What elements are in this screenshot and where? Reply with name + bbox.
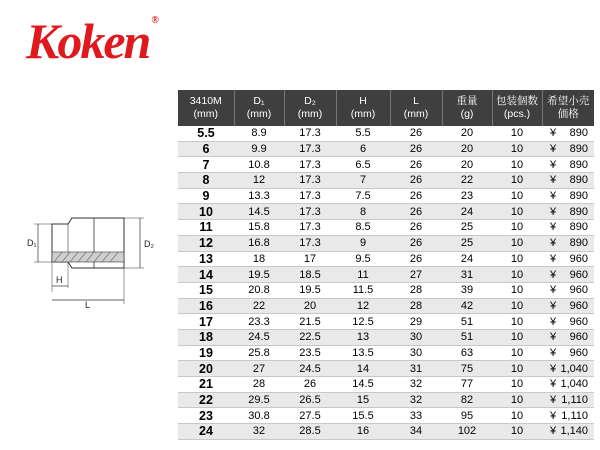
table-body xyxy=(178,126,594,439)
table-row xyxy=(178,173,594,189)
price-cell xyxy=(542,220,594,236)
price-value: 1,040 xyxy=(560,362,588,375)
weight-cell: 25 xyxy=(442,235,492,251)
h-cell: 16 xyxy=(336,424,390,440)
table-row xyxy=(178,220,594,236)
weight-cell: 39 xyxy=(442,282,492,298)
price-cell xyxy=(542,329,594,345)
table-row xyxy=(178,298,594,314)
currency-symbol: ¥ xyxy=(550,127,557,140)
pack-qty-cell: 10 xyxy=(492,392,542,408)
d2-cell: 19.5 xyxy=(284,282,336,298)
size-cell: 19 xyxy=(178,345,234,361)
weight-cell: 23 xyxy=(442,188,492,204)
h-cell: 15 xyxy=(336,392,390,408)
l-cell: 28 xyxy=(390,298,442,314)
d1-cell: 18 xyxy=(234,251,284,267)
table-row xyxy=(178,251,594,267)
l-cell: 27 xyxy=(390,267,442,283)
currency-symbol: ¥ xyxy=(550,268,557,281)
size-cell: 13 xyxy=(178,251,234,267)
d1-cell: 30.8 xyxy=(234,408,284,424)
pack-qty-cell: 10 xyxy=(492,141,542,157)
table-row xyxy=(178,235,594,251)
h-cell: 7.5 xyxy=(336,188,390,204)
table-row xyxy=(178,204,594,220)
header-cell: 希望小売 価格 xyxy=(542,90,594,126)
weight-cell: 20 xyxy=(442,141,492,157)
currency-symbol: ¥ xyxy=(550,299,557,312)
d1-cell: 25.8 xyxy=(234,345,284,361)
koken-logo xyxy=(26,13,159,69)
currency-symbol: ¥ xyxy=(550,252,557,265)
pack-qty-cell: 10 xyxy=(492,188,542,204)
table-row xyxy=(178,267,594,283)
d2-cell: 21.5 xyxy=(284,314,336,330)
price-value: 960 xyxy=(569,268,588,281)
pack-qty-cell: 10 xyxy=(492,345,542,361)
l-cell: 26 xyxy=(390,126,442,141)
d2-cell: 17 xyxy=(284,251,336,267)
weight-cell: 42 xyxy=(442,298,492,314)
h-cell: 8 xyxy=(336,204,390,220)
pack-qty-cell: 10 xyxy=(492,220,542,236)
size-cell: 16 xyxy=(178,298,234,314)
price-cell xyxy=(542,282,594,298)
d2-cell: 26.5 xyxy=(284,392,336,408)
d2-cell: 17.3 xyxy=(284,204,336,220)
h-cell: 11.5 xyxy=(336,282,390,298)
h-cell: 5.5 xyxy=(336,126,390,141)
l-cell: 26 xyxy=(390,204,442,220)
price-value: 890 xyxy=(569,190,588,203)
currency-symbol: ¥ xyxy=(550,378,557,391)
h-cell: 6.5 xyxy=(336,157,390,173)
pack-qty-cell: 10 xyxy=(492,298,542,314)
table-row xyxy=(178,314,594,330)
price-cell xyxy=(542,251,594,267)
header-cell: L (mm) xyxy=(390,90,442,126)
size-cell: 21 xyxy=(178,377,234,393)
d1-cell: 23.3 xyxy=(234,314,284,330)
l-cell: 29 xyxy=(390,314,442,330)
d1-cell: 15.8 xyxy=(234,220,284,236)
price-cell xyxy=(542,424,594,440)
d2-cell: 17.3 xyxy=(284,220,336,236)
table-row xyxy=(178,424,594,440)
size-cell: 10 xyxy=(178,204,234,220)
d2-cell: 17.3 xyxy=(284,188,336,204)
currency-symbol: ¥ xyxy=(550,174,557,187)
price-cell xyxy=(542,204,594,220)
h-label: H xyxy=(56,275,63,285)
currency-symbol: ¥ xyxy=(550,221,557,234)
price-cell xyxy=(542,235,594,251)
pack-qty-cell: 10 xyxy=(492,361,542,377)
pack-qty-cell: 10 xyxy=(492,267,542,283)
header-cell: D₂ (mm) xyxy=(284,90,336,126)
price-cell xyxy=(542,173,594,189)
size-cell: 11 xyxy=(178,220,234,236)
price-value: 890 xyxy=(569,158,588,171)
price-value: 890 xyxy=(569,205,588,218)
currency-symbol: ¥ xyxy=(550,425,557,438)
header-cell: 包装個数 (pcs.) xyxy=(492,90,542,126)
h-cell: 7 xyxy=(336,173,390,189)
registered-mark: ® xyxy=(151,15,159,26)
l-cell: 33 xyxy=(390,408,442,424)
l-cell: 26 xyxy=(390,157,442,173)
size-cell: 14 xyxy=(178,267,234,283)
weight-cell: 22 xyxy=(442,173,492,189)
price-value: 960 xyxy=(569,315,588,328)
pack-qty-cell: 10 xyxy=(492,424,542,440)
table-row xyxy=(178,408,594,424)
d1-cell: 20.8 xyxy=(234,282,284,298)
currency-symbol: ¥ xyxy=(550,394,557,407)
d2-cell: 23.5 xyxy=(284,345,336,361)
size-cell: 18 xyxy=(178,329,234,345)
l-cell: 28 xyxy=(390,282,442,298)
d1-cell: 10.8 xyxy=(234,157,284,173)
price-value: 890 xyxy=(569,143,588,156)
d1-cell: 16.8 xyxy=(234,235,284,251)
weight-cell: 20 xyxy=(442,157,492,173)
logo-text: Koken xyxy=(26,13,150,69)
currency-symbol: ¥ xyxy=(550,284,557,297)
pack-qty-cell: 10 xyxy=(492,408,542,424)
d1-cell: 29.5 xyxy=(234,392,284,408)
socket-spec-table xyxy=(178,90,594,440)
size-cell: 23 xyxy=(178,408,234,424)
d2-cell: 17.3 xyxy=(284,141,336,157)
weight-cell: 82 xyxy=(442,392,492,408)
weight-cell: 77 xyxy=(442,377,492,393)
table-row xyxy=(178,345,594,361)
h-cell: 14 xyxy=(336,361,390,377)
price-cell xyxy=(542,408,594,424)
table-row xyxy=(178,126,594,141)
d1-label: D₁ xyxy=(27,238,37,248)
size-cell: 9 xyxy=(178,188,234,204)
price-value: 960 xyxy=(569,346,588,359)
h-cell: 12.5 xyxy=(336,314,390,330)
table-row xyxy=(178,377,594,393)
h-cell: 8.5 xyxy=(336,220,390,236)
price-cell xyxy=(542,377,594,393)
price-value: 960 xyxy=(569,299,588,312)
table-header-row xyxy=(178,90,594,126)
price-value: 960 xyxy=(569,331,588,344)
pack-qty-cell: 10 xyxy=(492,314,542,330)
table-row xyxy=(178,361,594,377)
table-row xyxy=(178,392,594,408)
price-value: 1,110 xyxy=(561,394,588,407)
currency-symbol: ¥ xyxy=(550,190,557,203)
l-cell: 30 xyxy=(390,345,442,361)
l-cell: 26 xyxy=(390,141,442,157)
size-cell: 7 xyxy=(178,157,234,173)
currency-symbol: ¥ xyxy=(550,205,557,218)
currency-symbol: ¥ xyxy=(550,315,557,328)
d2-cell: 28.5 xyxy=(284,424,336,440)
price-value: 1,110 xyxy=(561,409,588,422)
pack-qty-cell: 10 xyxy=(492,204,542,220)
l-cell: 26 xyxy=(390,173,442,189)
currency-symbol: ¥ xyxy=(550,143,557,156)
size-cell: 15 xyxy=(178,282,234,298)
d1-cell: 24.5 xyxy=(234,329,284,345)
l-cell: 31 xyxy=(390,361,442,377)
d1-cell: 32 xyxy=(234,424,284,440)
d2-label: D₂ xyxy=(144,239,154,249)
table-row xyxy=(178,282,594,298)
price-value: 890 xyxy=(569,127,588,140)
price-cell xyxy=(542,157,594,173)
price-cell xyxy=(542,298,594,314)
size-cell: 5.5 xyxy=(178,126,234,141)
weight-cell: 25 xyxy=(442,220,492,236)
price-cell xyxy=(542,314,594,330)
weight-cell: 51 xyxy=(442,314,492,330)
table-row xyxy=(178,141,594,157)
h-cell: 15.5 xyxy=(336,408,390,424)
pack-qty-cell: 10 xyxy=(492,329,542,345)
d2-cell: 20 xyxy=(284,298,336,314)
h-cell: 13.5 xyxy=(336,345,390,361)
h-cell: 6 xyxy=(336,141,390,157)
l-cell: 26 xyxy=(390,188,442,204)
weight-cell: 24 xyxy=(442,251,492,267)
weight-cell: 75 xyxy=(442,361,492,377)
d2-cell: 17.3 xyxy=(284,126,336,141)
l-cell: 26 xyxy=(390,235,442,251)
weight-cell: 31 xyxy=(442,267,492,283)
currency-symbol: ¥ xyxy=(550,409,557,422)
weight-cell: 102 xyxy=(442,424,492,440)
d1-cell: 8.9 xyxy=(234,126,284,141)
socket-dimension-diagram xyxy=(24,210,174,310)
pack-qty-cell: 10 xyxy=(492,173,542,189)
h-cell: 11 xyxy=(336,267,390,283)
price-value: 1,140 xyxy=(560,425,588,438)
d2-cell: 18.5 xyxy=(284,267,336,283)
pack-qty-cell: 10 xyxy=(492,157,542,173)
d1-cell: 14.5 xyxy=(234,204,284,220)
l-label: L xyxy=(85,300,91,310)
size-cell: 8 xyxy=(178,173,234,189)
price-cell xyxy=(542,361,594,377)
l-cell: 26 xyxy=(390,251,442,267)
pack-qty-cell: 10 xyxy=(492,126,542,141)
d1-cell: 13.3 xyxy=(234,188,284,204)
l-cell: 34 xyxy=(390,424,442,440)
weight-cell: 95 xyxy=(442,408,492,424)
price-value: 960 xyxy=(569,252,588,265)
price-value: 890 xyxy=(569,174,588,187)
size-cell: 6 xyxy=(178,141,234,157)
l-cell: 32 xyxy=(390,377,442,393)
d1-cell: 19.5 xyxy=(234,267,284,283)
pack-qty-cell: 10 xyxy=(492,377,542,393)
d2-cell: 27.5 xyxy=(284,408,336,424)
table-row xyxy=(178,188,594,204)
weight-cell: 20 xyxy=(442,126,492,141)
d2-cell: 17.3 xyxy=(284,173,336,189)
price-cell xyxy=(542,141,594,157)
table-row xyxy=(178,329,594,345)
currency-symbol: ¥ xyxy=(550,362,557,375)
h-cell: 9 xyxy=(336,235,390,251)
pack-qty-cell: 10 xyxy=(492,235,542,251)
d1-cell: 27 xyxy=(234,361,284,377)
pack-qty-cell: 10 xyxy=(492,282,542,298)
h-cell: 14.5 xyxy=(336,377,390,393)
weight-cell: 63 xyxy=(442,345,492,361)
size-cell: 22 xyxy=(178,392,234,408)
table-row xyxy=(178,157,594,173)
d1-cell: 12 xyxy=(234,173,284,189)
price-value: 1,040 xyxy=(560,378,588,391)
currency-symbol: ¥ xyxy=(550,346,557,359)
currency-symbol: ¥ xyxy=(550,237,557,250)
h-cell: 13 xyxy=(336,329,390,345)
price-cell xyxy=(542,267,594,283)
d2-cell: 24.5 xyxy=(284,361,336,377)
pack-qty-cell: 10 xyxy=(492,251,542,267)
price-cell xyxy=(542,188,594,204)
l-cell: 26 xyxy=(390,220,442,236)
weight-cell: 24 xyxy=(442,204,492,220)
size-cell: 20 xyxy=(178,361,234,377)
l-cell: 30 xyxy=(390,329,442,345)
price-cell xyxy=(542,392,594,408)
header-cell: 重量 (g) xyxy=(442,90,492,126)
header-cell: D₁ (mm) xyxy=(234,90,284,126)
price-value: 890 xyxy=(569,221,588,234)
header-cell: H (mm) xyxy=(336,90,390,126)
h-cell: 9.5 xyxy=(336,251,390,267)
price-cell xyxy=(542,126,594,141)
d2-cell: 17.3 xyxy=(284,157,336,173)
weight-cell: 51 xyxy=(442,329,492,345)
size-cell: 17 xyxy=(178,314,234,330)
d1-cell: 9.9 xyxy=(234,141,284,157)
price-cell xyxy=(542,345,594,361)
currency-symbol: ¥ xyxy=(550,158,557,171)
size-cell: 24 xyxy=(178,424,234,440)
d2-cell: 26 xyxy=(284,377,336,393)
price-value: 960 xyxy=(569,284,588,297)
header-cell: 3410M (mm) xyxy=(178,90,234,126)
d1-cell: 28 xyxy=(234,377,284,393)
d1-cell: 22 xyxy=(234,298,284,314)
d2-cell: 17.3 xyxy=(284,235,336,251)
d2-cell: 22.5 xyxy=(284,329,336,345)
l-cell: 32 xyxy=(390,392,442,408)
size-cell: 12 xyxy=(178,235,234,251)
price-value: 890 xyxy=(569,237,588,250)
h-cell: 12 xyxy=(336,298,390,314)
currency-symbol: ¥ xyxy=(550,331,557,344)
